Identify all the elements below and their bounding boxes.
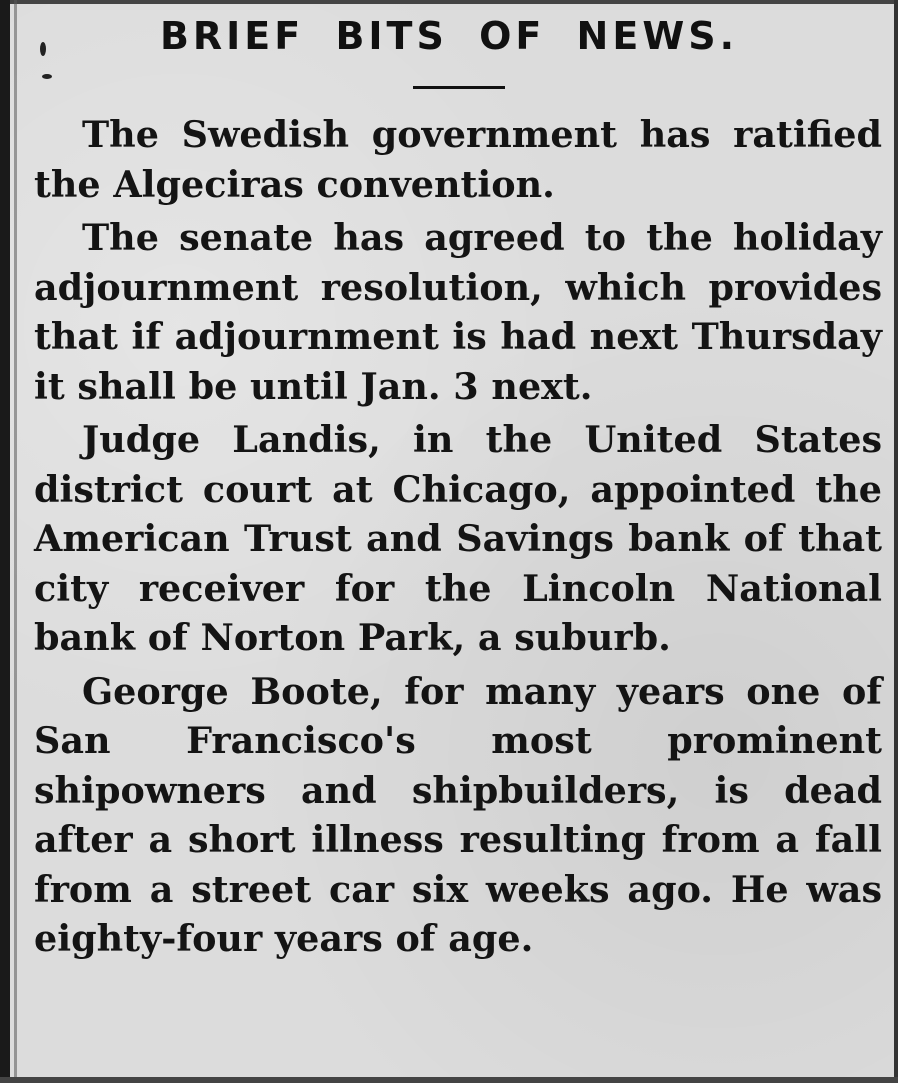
ink-speck xyxy=(42,74,52,79)
article-body xyxy=(34,110,882,964)
headline: BRIEF BITS OF NEWS. xyxy=(159,14,739,58)
left-column-rule xyxy=(0,0,10,1083)
bottom-border xyxy=(0,1077,898,1083)
headline-divider xyxy=(413,86,505,89)
right-column-rule xyxy=(894,0,898,1083)
top-border xyxy=(0,0,898,4)
paragraph-swedish-government: The Swedish government has ratified the Algeciras convention. xyxy=(34,113,882,206)
paragraph-senate-adjournment: The senate has agreed to the holiday adjournment resolution, which provides that if adjournment is had next Thursday it shall be until Jan. 3 next. xyxy=(34,216,882,408)
left-column-shadow xyxy=(14,0,17,1083)
paragraph-judge-landis: Judge Landis, in the United States district court at Chicago, appointed the American Trust and Savings bank of that city receiver for the Lincoln National bank of Norton Park, a suburb. xyxy=(34,418,882,659)
paragraph-george-boote: George Boote, for many years one of San Francisco's most prominent shipowners and shipbuilders, is dead after a short illness resulting from a fall from a street car six weeks ago. He was eighty-four years of age. xyxy=(34,669,882,960)
